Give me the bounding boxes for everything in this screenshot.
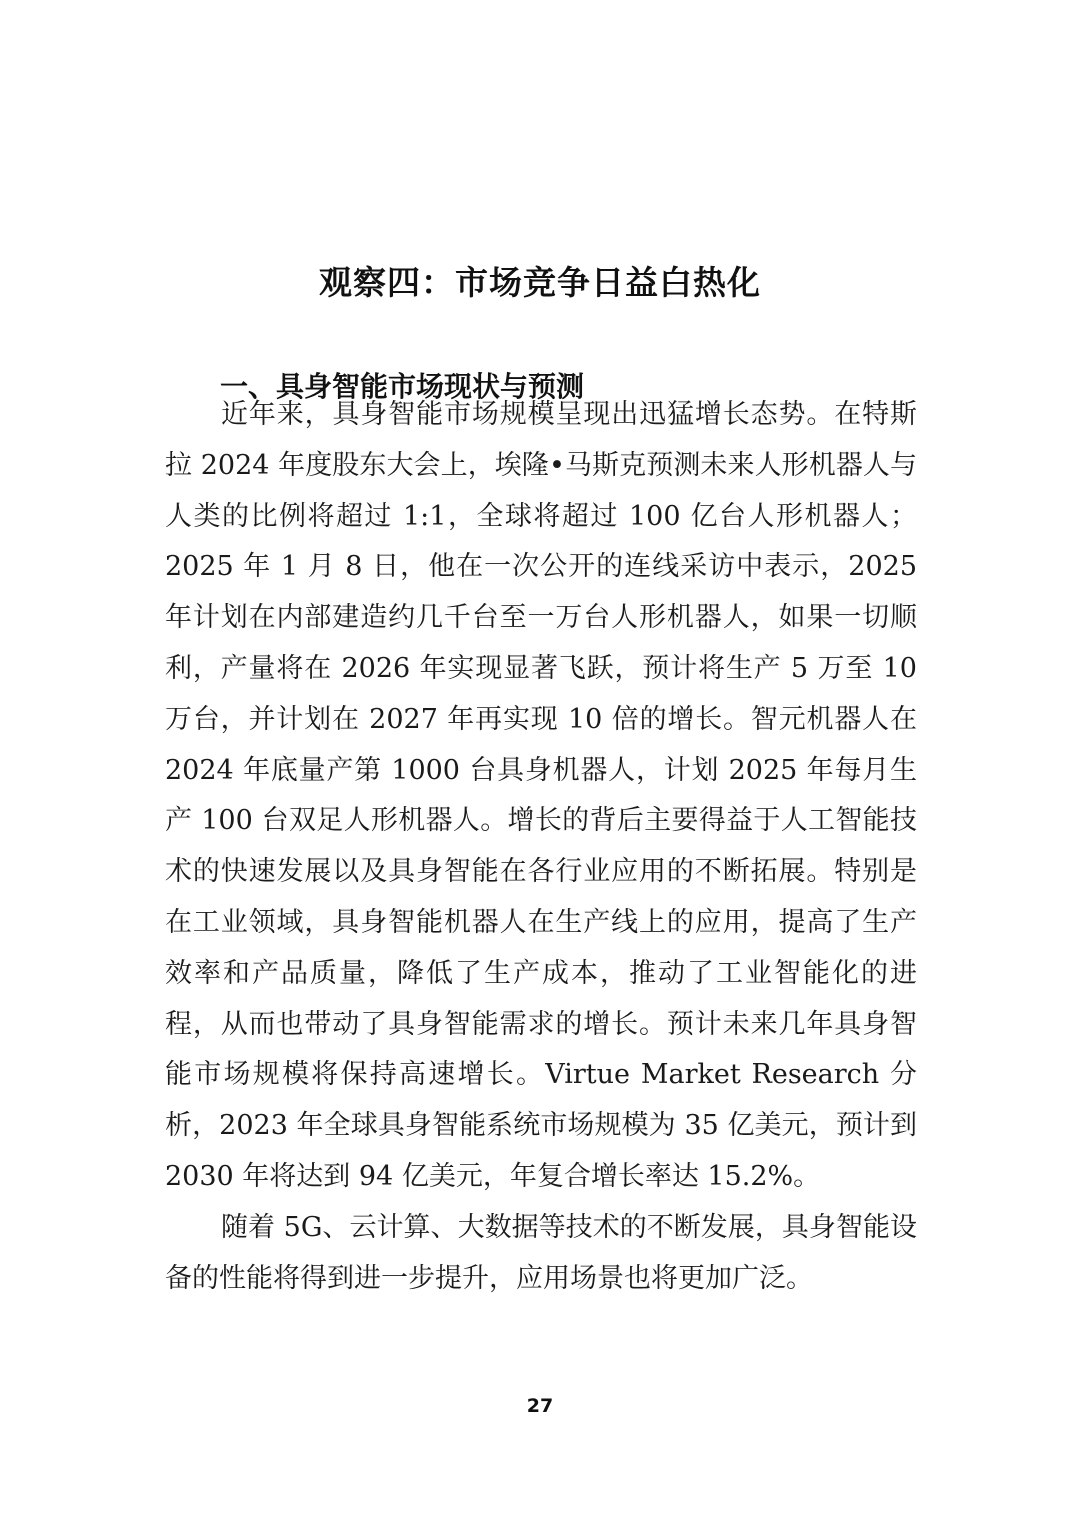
chapter-title: 观察四：市场竞争日益白热化	[319, 263, 761, 303]
paragraph-tech-outlook: 随着 5G、云计算、大数据等技术的不断发展，具身智能设备的性能将得到进一步提升，应用场景也将更加广泛。	[165, 1211, 917, 1294]
paragraph-market-growth: 近年来，具身智能市场规模呈现出迅猛增长态势。在特斯拉 2024 年度股东大会上，埃隆•马斯克预测未来人形机器人与人类的比例将超过 1:1，全球将超过 100 亿台人形机器人；2025 年 1 月 8 日，他在一次公开的连线采访中表示，2025 年计划在内部建造约几千台至一万台人形机器人，如果一切顺利，产量将在 2026 年实现显著飞跃，预计将生产 5 万至 10 万台，并计划在 2027 年再实现 10 倍的增长。智元机器人在 2024 年底量产第 1000 台具身机器人，计划 2025 年每月生产 100 台双足人形机器人。增长的背后主要得益于人工智能技术的快速发展以及具身智能在各行业应用的不断拓展。特别是在工业领域，具身智能机器人在生产线上的应用，提高了生产效率和产品质量，降低了生产成本，推动了工业智能化的进程，从而也带动了具身智能需求的增长。预计未来几年具身智能市场规模将保持高速增长。Virtue Market Research 分析，2023 年全球具身智能系统市场规模为 35 亿美元，预计到 2030 年将达到 94 亿美元，年复合增长率达 15.2%。	[165, 399, 917, 1192]
page-number: 27	[526, 1395, 554, 1417]
section-heading: 一、具身智能市场现状与预测	[220, 370, 585, 404]
body-text	[165, 390, 917, 1304]
